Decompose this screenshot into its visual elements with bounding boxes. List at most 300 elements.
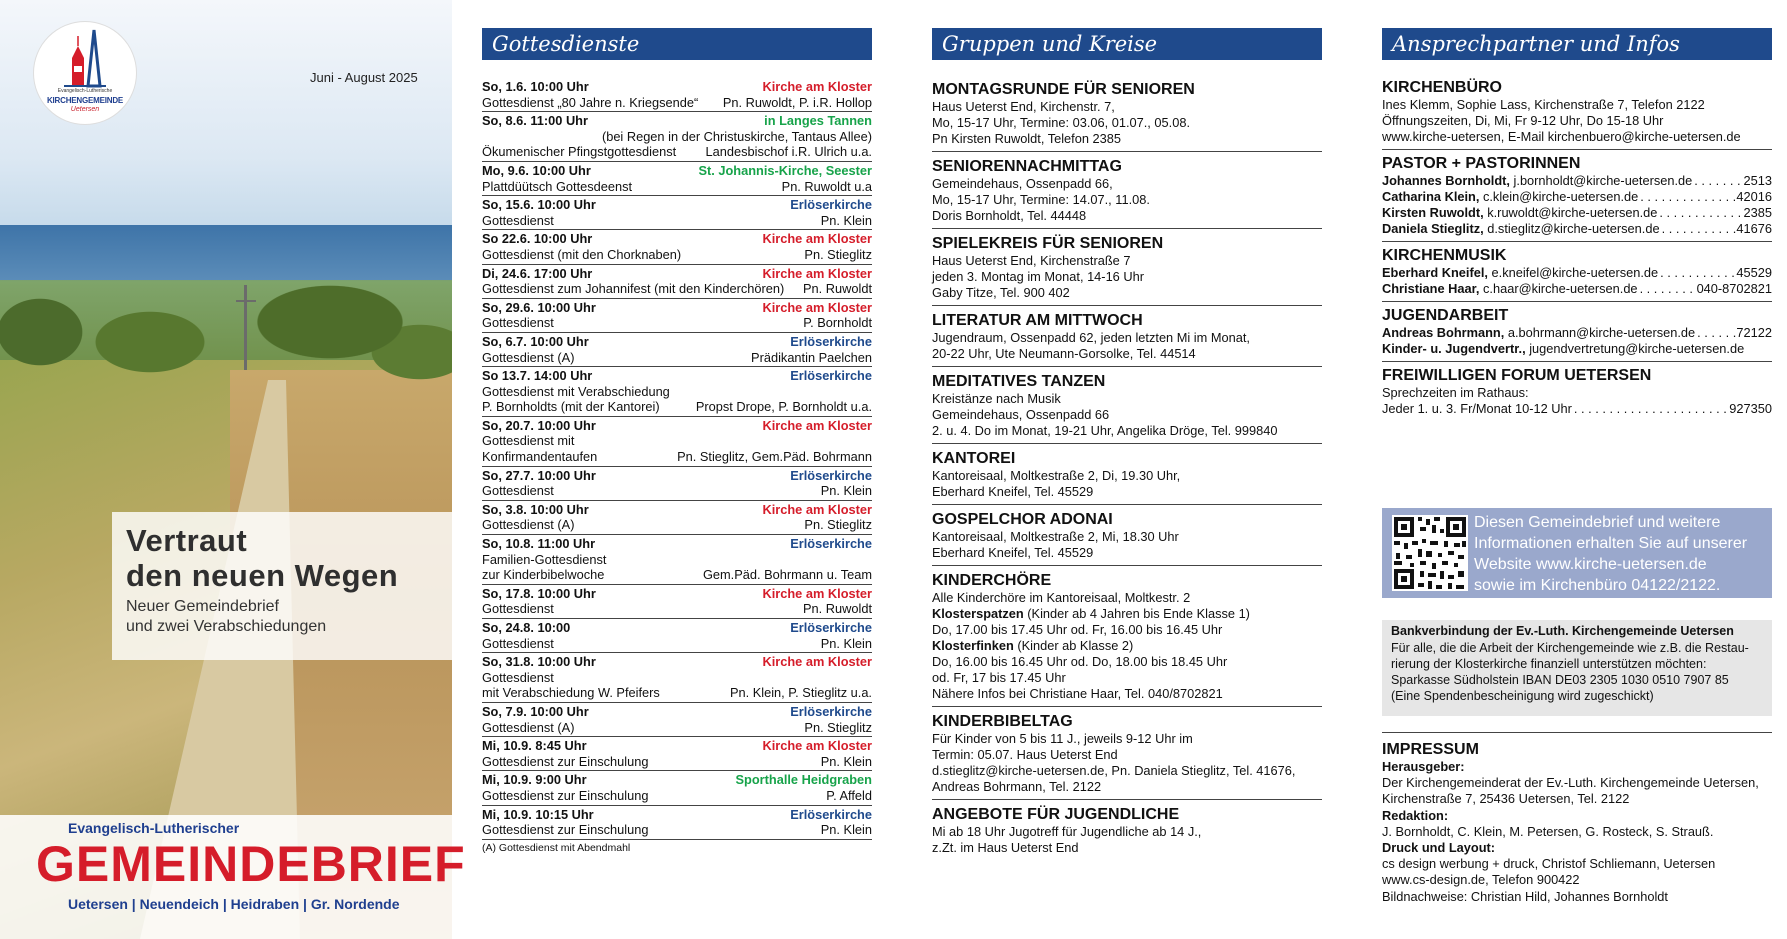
contact-email: c.haar@kirche-uetersen.de bbox=[1479, 281, 1638, 296]
service-date: So 13.7. 14:00 Uhr bbox=[482, 368, 593, 384]
service-date: Mo, 9.6. 10:00 Uhr bbox=[482, 162, 591, 178]
contact-email: e.kneifel@kirche-uetersen.de bbox=[1487, 265, 1659, 280]
group-entry bbox=[932, 309, 1322, 367]
service-pastor: Pn. Klein bbox=[820, 483, 872, 499]
service-date: So, 1.6. 10:00 Uhr bbox=[482, 79, 589, 94]
service-pastor: Pn. Stieglitz bbox=[804, 719, 872, 735]
cover-subtitle-line1: Neuer Gemeindebrief bbox=[126, 598, 279, 615]
pastoren-title: PASTOR + PASTORINNEN bbox=[1382, 155, 1581, 172]
service-header-row bbox=[482, 197, 872, 213]
service-description: Gottesdienst bbox=[482, 601, 554, 617]
contact-person bbox=[1382, 325, 1695, 341]
contact-email: a.bohrmann@kirche-uetersen.de bbox=[1504, 325, 1696, 340]
contact-name: Christiane Haar, bbox=[1382, 281, 1480, 296]
service-location: Kirche am Kloster bbox=[762, 79, 872, 94]
contact-name: Kirsten Ruwoldt, bbox=[1382, 205, 1484, 220]
service-detail-row bbox=[482, 315, 872, 331]
impressum-line: cs design werbung + druck, Christof Schliemann, Uetersen bbox=[1382, 856, 1716, 872]
website-info-line: sowie im Kirchenbüro 04122/2122. bbox=[1474, 577, 1721, 594]
service-description: Gottesdienst bbox=[482, 635, 554, 651]
contact-phone: 2513 bbox=[1743, 173, 1772, 188]
service-entry bbox=[482, 771, 872, 805]
service-header-row bbox=[482, 418, 872, 434]
services-footnote: (A) Gottesdienst mit Abendmahl bbox=[482, 841, 631, 854]
contact-name: Daniela Stieglitz, bbox=[1382, 221, 1484, 236]
forum-line: Sprechzeiten im Rathaus: bbox=[1382, 385, 1529, 400]
service-detail-row bbox=[482, 685, 872, 701]
service-header-row bbox=[482, 79, 872, 95]
service-location: St. Johannis-Kirche, Seester bbox=[698, 162, 872, 178]
service-header-row bbox=[482, 300, 872, 316]
service-pastor: Pn. Stieglitz bbox=[804, 246, 872, 262]
service-entry bbox=[482, 585, 872, 619]
contact-row bbox=[1382, 265, 1772, 281]
services-list bbox=[482, 78, 872, 840]
service-date: So 22.6. 10:00 Uhr bbox=[482, 231, 593, 247]
service-location: Kirche am Kloster bbox=[762, 654, 872, 670]
contact-phone: 2385 bbox=[1743, 205, 1772, 220]
group-title: SPIELEKREIS FÜR SENIOREN bbox=[932, 235, 1164, 252]
dot-leader bbox=[1695, 325, 1736, 341]
cover-pole-crossbar bbox=[236, 300, 256, 302]
service-date: So, 20.7. 10:00 Uhr bbox=[482, 417, 596, 433]
service-location: in Langes Tannen bbox=[764, 113, 872, 129]
service-entry bbox=[482, 737, 872, 771]
group-line: Kreistänze nach Musik bbox=[932, 391, 1061, 406]
contact-email: j.bornholdt@kirche-uetersen.de bbox=[1509, 173, 1693, 188]
service-description: mit Verabschiedung W. Pfeifers bbox=[482, 685, 660, 701]
kirchenbuero-line: Ines Klemm, Sophie Lass, Kirchenstraße 7, Telefon 2122 bbox=[1382, 97, 1705, 112]
group-line: 2. u. 4. Do im Monat, 19-21 Uhr, Angelika Dröge, Tel. 999840 bbox=[932, 423, 1278, 438]
service-pastor: P. Bornholdt bbox=[803, 315, 872, 331]
contact-row bbox=[1382, 173, 1772, 189]
contact-row bbox=[1382, 189, 1772, 205]
group-line: Kantoreisaal, Moltkestraße 2, Mi, 18.30 Uhr bbox=[932, 529, 1179, 544]
website-info-line: Informationen erhalten Sie auf unserer bbox=[1474, 535, 1748, 552]
service-date: So, 31.8. 10:00 Uhr bbox=[482, 654, 596, 670]
service-date: So, 10.8. 11:00 Uhr bbox=[482, 536, 596, 552]
cover-title-line1: Vertraut bbox=[126, 523, 248, 558]
impressum-block bbox=[1382, 740, 1772, 905]
contact-person bbox=[1382, 265, 1658, 281]
group-detail: Nähere Infos bei Christiane Haar, Tel. 040/8702821 bbox=[932, 686, 1223, 701]
group-detail: Do, 17.00 bis 17.45 Uhr od. Fr, 16.00 bis 16.45 Uhr bbox=[932, 622, 1223, 637]
kirchenbuero-title: KIRCHENBÜRO bbox=[1382, 79, 1502, 96]
service-header-row bbox=[482, 113, 872, 129]
service-detail-row bbox=[482, 384, 872, 400]
service-detail-row bbox=[482, 636, 872, 652]
contacts-list bbox=[1382, 78, 1772, 421]
group-title: LITERATUR AM MITTWOCH bbox=[932, 312, 1143, 329]
cover-title-line2: den neuen Wegen bbox=[126, 558, 399, 593]
group-title: ANGEBOTE FÜR JUGENDLICHE bbox=[932, 806, 1180, 823]
contact-name: Catharina Klein, bbox=[1382, 189, 1480, 204]
service-entry bbox=[482, 333, 872, 367]
forum-hours: Jeder 1. u. 3. Fr/Monat 10-12 Uhr bbox=[1382, 401, 1572, 416]
service-description: Gottesdienst zur Einschulung bbox=[482, 753, 649, 769]
service-pastor: P. Affeld bbox=[826, 787, 872, 803]
service-pastor: Pn. Klein bbox=[820, 212, 872, 228]
service-pastor: Gem.Päd. Bohrmann u. Team bbox=[702, 567, 872, 583]
group-title: KINDERBIBELTAG bbox=[932, 713, 1073, 730]
contact-person bbox=[1382, 189, 1638, 205]
service-pastor: Landesbischof i.R. Ulrich u.a. bbox=[705, 144, 872, 160]
service-description: Gottesdienst bbox=[482, 315, 554, 331]
contact-email: c.klein@kirche-uetersen.de bbox=[1479, 189, 1639, 204]
group-line: Mo, 15-17 Uhr, Termine: 14.07., 11.08. bbox=[932, 192, 1150, 207]
group-line bbox=[932, 638, 1322, 654]
service-entry bbox=[482, 417, 872, 467]
group-line: z.Zt. im Haus Ueterst End bbox=[932, 840, 1079, 855]
service-pastor: Pn. Stieglitz, Gem.Päd. Bohrmann bbox=[677, 449, 872, 465]
group-entry bbox=[932, 508, 1322, 566]
service-date: So, 3.8. 10:00 Uhr bbox=[482, 501, 589, 517]
group-line: Mi ab 18 Uhr Jugotreff für Jugendliche ab 14 J., bbox=[932, 824, 1202, 839]
service-pastor: Pn. Klein bbox=[820, 753, 872, 769]
group-entry bbox=[932, 155, 1322, 229]
impressum-lines bbox=[1382, 759, 1772, 905]
logo-text-small: Evangelisch-Lutherische bbox=[57, 88, 113, 94]
group-entry bbox=[932, 447, 1322, 505]
group-entry bbox=[932, 710, 1322, 800]
forum-title: FREIWILLIGEN FORUM UETERSEN bbox=[1382, 367, 1652, 384]
group-title: MONTAGSRUNDE FÜR SENIOREN bbox=[932, 81, 1195, 98]
bank-line: Sparkasse Südholstein IBAN DE03 2305 1030 0510 7907 85 bbox=[1391, 673, 1729, 687]
group-line: Für Kinder von 5 bis 11 J., jeweils 9-12 Uhr im bbox=[932, 731, 1193, 746]
service-location: Erlöserkirche bbox=[790, 197, 872, 213]
service-description: zur Kinderbibelwoche bbox=[482, 567, 605, 583]
service-description: Gottesdienst mit Verabschiedung bbox=[482, 383, 670, 399]
service-description: Gottesdienst zur Einschulung bbox=[482, 822, 649, 838]
service-description: Gottesdienst (A) bbox=[482, 349, 575, 365]
service-detail-row bbox=[482, 754, 872, 770]
service-description: Gottesdienst zum Johannifest (mit den Kinderchören) bbox=[482, 281, 785, 297]
bank-line: (Eine Spendenbescheinigung wird zugeschickt) bbox=[1391, 689, 1654, 703]
group-entry bbox=[932, 569, 1322, 707]
bank-title: Bankverbindung der Ev.-Luth. Kirchengemeinde Uetersen bbox=[1391, 624, 1734, 638]
service-location: Erlöserkirche bbox=[790, 620, 872, 635]
group-line: Termin: 05.07. Haus Ueterst End bbox=[932, 747, 1118, 762]
contacts-column bbox=[1382, 28, 1772, 425]
service-pastor: Pn. Ruwoldt, P. i.R. Hollop bbox=[722, 94, 872, 110]
group-entry bbox=[932, 370, 1322, 444]
group-line: Andreas Bohrmann, Tel. 2122 bbox=[932, 779, 1102, 794]
service-detail-row bbox=[482, 129, 872, 145]
group-subtitle: Klosterfinken bbox=[932, 638, 1014, 653]
service-date: So, 7.9. 10:00 Uhr bbox=[482, 703, 589, 719]
service-entry bbox=[482, 806, 872, 840]
service-pastor: Pn. Ruwoldt u.a bbox=[781, 178, 872, 194]
group-line: Jugendraum, Ossenpadd 62, jeden letzten Mi im Monat, bbox=[932, 330, 1250, 345]
group-title: GOSPELCHOR ADONAI bbox=[932, 511, 1113, 528]
group-line bbox=[932, 686, 1322, 702]
service-header-row bbox=[482, 807, 872, 823]
service-description: Plattdüütsch Gottesdeenst bbox=[482, 178, 633, 194]
service-detail-row bbox=[482, 517, 872, 533]
impressum-line: Der Kirchengemeinderat der Ev.-Luth. Kirchengemeinde Uetersen, bbox=[1382, 775, 1759, 791]
service-description: Gottesdienst bbox=[482, 669, 554, 685]
impressum-line: J. Bornholdt, C. Klein, M. Petersen, G. Rosteck, S. Strauß. bbox=[1382, 823, 1714, 839]
service-pastor: Pn. Klein bbox=[820, 635, 872, 651]
group-title: SENIORENNACHMITTAG bbox=[932, 158, 1122, 175]
group-line bbox=[932, 606, 1322, 622]
service-pastor: Pn. Klein bbox=[820, 822, 872, 838]
service-header-row bbox=[482, 266, 872, 282]
contact-phone: 45529 bbox=[1736, 265, 1772, 280]
logo-text-place: Uetersen bbox=[70, 106, 100, 113]
cover-brand-places: Uetersen | Neuendeich | Heidraben | Gr. Nordende bbox=[68, 896, 400, 912]
cover-trees bbox=[0, 262, 452, 392]
service-pastor: Propst Drope, P. Bornholdt u.a. bbox=[695, 399, 872, 415]
contact-person bbox=[1382, 173, 1692, 189]
group-subtitle: Klosterspatzen bbox=[932, 606, 1024, 621]
service-entry bbox=[482, 653, 872, 703]
impressum-line: Kirchenstraße 7, 25436 Uetersen, Tel. 2122 bbox=[1382, 791, 1630, 807]
service-pastor: (bei Regen in der Christuskirche, Tantaus Allee) bbox=[601, 128, 872, 144]
service-location: Kirche am Kloster bbox=[762, 501, 872, 517]
service-header-row bbox=[482, 334, 872, 350]
group-entry bbox=[932, 78, 1322, 152]
dot-leader bbox=[1658, 265, 1736, 281]
group-detail: od. Fr, 17 bis 17.45 Uhr bbox=[932, 670, 1066, 685]
qr-code-graphic bbox=[1392, 515, 1468, 591]
service-description: Familien-Gottesdienst bbox=[482, 551, 607, 567]
service-entry bbox=[482, 535, 872, 585]
service-detail-row bbox=[482, 247, 872, 263]
contact-name: Johannes Bornholdt, bbox=[1382, 173, 1510, 188]
group-line: Mo, 15-17 Uhr, Termine: 03.06, 01.07., 05.08. bbox=[932, 115, 1190, 130]
service-pastor: Pn. Ruwoldt bbox=[803, 281, 872, 297]
service-location: Erlöserkirche bbox=[790, 467, 872, 483]
contact-phone: 41676 bbox=[1736, 221, 1772, 236]
service-description: Gottesdienst (mit den Chorknaben) bbox=[482, 246, 682, 262]
contact-name: Eberhard Kneifel, bbox=[1382, 265, 1488, 280]
service-location: Kirche am Kloster bbox=[762, 417, 872, 433]
service-detail-row bbox=[482, 601, 872, 617]
service-location: Erlöserkirche bbox=[790, 368, 872, 384]
service-detail-row bbox=[482, 144, 872, 160]
jugendvertretung-line bbox=[1382, 341, 1772, 357]
group-line: Haus Ueterst End, Kirchenstr. 7, bbox=[932, 99, 1115, 114]
service-entry bbox=[482, 703, 872, 737]
service-location: Kirche am Kloster bbox=[762, 231, 872, 247]
service-description: Gottesdienst mit bbox=[482, 433, 575, 449]
jugendvertretung-name: Kinder- u. Jugendvertr., bbox=[1382, 341, 1526, 356]
service-description: Gottesdienst (A) bbox=[482, 517, 575, 533]
cover-brand-title: GEMEINDEBRIEF bbox=[36, 836, 466, 892]
church-logo bbox=[34, 22, 136, 124]
kirchenbuero-block bbox=[1382, 78, 1772, 150]
service-detail-row bbox=[482, 179, 872, 195]
service-description: Gottesdienst bbox=[482, 483, 554, 499]
kirchenmusik-title: KIRCHENMUSIK bbox=[1382, 247, 1507, 264]
impressum-divider bbox=[1382, 732, 1772, 733]
service-header-row bbox=[482, 231, 872, 247]
jugendarbeit-rows bbox=[1382, 325, 1772, 341]
group-title: KANTOREI bbox=[932, 450, 1016, 467]
service-pastor: Prädikantin Paelchen bbox=[751, 349, 872, 365]
contact-email: d.stieglitz@kirche-uetersen.de bbox=[1483, 221, 1660, 236]
contact-phone: 72122 bbox=[1736, 325, 1772, 340]
service-location: Erlöserkirche bbox=[790, 333, 872, 349]
group-line: 20-22 Uhr, Ute Neumann-Gorsolke, Tel. 44514 bbox=[932, 346, 1196, 361]
impressum-title: IMPRESSUM bbox=[1382, 741, 1479, 758]
service-header-row bbox=[482, 620, 872, 636]
pastoren-block bbox=[1382, 154, 1772, 242]
jugendarbeit-title: JUGENDARBEIT bbox=[1382, 307, 1509, 324]
forum-block bbox=[1382, 366, 1772, 421]
group-line: Eberhard Kneifel, Tel. 45529 bbox=[932, 545, 1094, 560]
service-description: P. Bornholdts (mit der Kantorei) bbox=[482, 399, 660, 415]
dot-leader bbox=[1638, 281, 1697, 297]
groups-list bbox=[932, 78, 1322, 860]
forum-phone: 927350 bbox=[1729, 401, 1772, 416]
service-date: So, 27.7. 10:00 Uhr bbox=[482, 467, 596, 483]
group-line: Kantoreisaal, Moltkestraße 2, Di, 19.30 Uhr, bbox=[932, 468, 1181, 483]
group-detail: Do, 16.00 bis 16.45 Uhr od. Do, 18.00 bis 18.45 Uhr bbox=[932, 654, 1228, 669]
service-date: Mi, 10.9. 9:00 Uhr bbox=[482, 772, 587, 788]
service-detail-row bbox=[482, 483, 872, 499]
service-detail-row bbox=[482, 350, 872, 366]
service-entry bbox=[482, 230, 872, 264]
qr-code-icon[interactable] bbox=[1392, 515, 1468, 591]
group-line bbox=[932, 670, 1322, 686]
service-description: Gottesdienst zur Einschulung bbox=[482, 787, 649, 803]
service-detail-row bbox=[482, 399, 872, 415]
service-detail-row bbox=[482, 670, 872, 686]
service-detail-row bbox=[482, 433, 872, 449]
kirchenbuero-line: www.kirche-uetersen, E-Mail kirchenbuero@kirche-uetersen.de bbox=[1382, 129, 1741, 144]
service-location: Erlöserkirche bbox=[790, 536, 872, 552]
group-title: KINDERCHÖRE bbox=[932, 572, 1052, 589]
group-line: Eberhard Kneifel, Tel. 45529 bbox=[932, 484, 1094, 499]
group-line bbox=[932, 654, 1322, 670]
service-entry bbox=[482, 162, 872, 196]
service-date: So, 17.8. 10:00 Uhr bbox=[482, 585, 596, 601]
contact-name: Andreas Bohrmann, bbox=[1382, 325, 1505, 340]
service-entry bbox=[482, 265, 872, 299]
dot-leader bbox=[1660, 221, 1737, 237]
website-info-text bbox=[1474, 512, 1764, 596]
group-line: Haus Ueterst End, Kirchenstraße 7 bbox=[932, 253, 1131, 268]
dot-leader bbox=[1657, 205, 1743, 221]
cover-panel bbox=[0, 0, 452, 939]
group-line: Pn Kirsten Ruwoldt, Telefon 2385 bbox=[932, 131, 1121, 146]
group-line: Gemeindehaus, Ossenpadd 66 bbox=[932, 407, 1110, 422]
group-line: Gemeindehaus, Ossenpadd 66, bbox=[932, 176, 1113, 191]
cover-pole bbox=[244, 285, 247, 370]
service-date: So, 24.8. 10:00 bbox=[482, 620, 571, 635]
service-detail-row bbox=[482, 720, 872, 736]
service-header-row bbox=[482, 368, 872, 384]
impressum-line: Redaktion: bbox=[1382, 807, 1449, 823]
group-line: jeden 3. Montag im Monat, 14-16 Uhr bbox=[932, 269, 1144, 284]
forum-hours-row bbox=[1382, 401, 1772, 417]
service-date: Di, 24.6. 17:00 Uhr bbox=[482, 265, 593, 281]
contact-row bbox=[1382, 325, 1772, 341]
service-header-row bbox=[482, 772, 872, 788]
group-detail: (Kinder ab Klasse 2) bbox=[1013, 638, 1134, 653]
service-location: Sporthalle Heidgraben bbox=[735, 772, 872, 788]
impressum-line: Bildnachweise: Christian Hild, Johannes Bornholdt bbox=[1382, 888, 1668, 904]
service-header-row bbox=[482, 502, 872, 518]
bank-line: rierung der Klosterkirche finanziell unterstützen möchten: bbox=[1391, 657, 1707, 671]
service-location: Kirche am Kloster bbox=[762, 299, 872, 315]
groups-column bbox=[932, 28, 1322, 863]
cover-subtitle-line2: und zwei Verabschiedungen bbox=[126, 618, 327, 635]
contact-person bbox=[1382, 221, 1660, 237]
service-header-row bbox=[482, 586, 872, 602]
services-heading: Gottesdienste bbox=[482, 28, 872, 60]
service-entry bbox=[482, 501, 872, 535]
contact-phone: 040-8702821 bbox=[1696, 281, 1772, 296]
service-entry bbox=[482, 619, 872, 653]
service-detail-row bbox=[482, 213, 872, 229]
service-entry bbox=[482, 299, 872, 333]
impressum-line: www.cs-design.de, Telefon 900422 bbox=[1382, 872, 1580, 888]
service-entry bbox=[482, 367, 872, 417]
service-detail-row bbox=[482, 567, 872, 583]
bank-line: Für alle, die die Arbeit der Kirchengemeinde wie z.B. die Restau- bbox=[1391, 641, 1749, 655]
service-description: Ökumenischer Pfingstgottesdienst bbox=[482, 144, 677, 160]
group-title: MEDITATIVES TANZEN bbox=[932, 373, 1106, 390]
service-location: Kirche am Kloster bbox=[762, 265, 872, 281]
services-column bbox=[482, 28, 872, 854]
dot-leader bbox=[1692, 173, 1743, 189]
service-detail-row bbox=[482, 552, 872, 568]
service-date: So, 8.6. 11:00 Uhr bbox=[482, 113, 588, 129]
service-location: Kirche am Kloster bbox=[762, 738, 872, 754]
group-line: Doris Bornholdt, Tel. 44448 bbox=[932, 208, 1087, 223]
service-pastor: Pn. Ruwoldt bbox=[803, 601, 872, 617]
pastoren-rows bbox=[1382, 173, 1772, 237]
kirchenmusik-block bbox=[1382, 246, 1772, 302]
service-location: Erlöserkirche bbox=[790, 703, 872, 719]
service-pastor: Pn. Klein, P. Stieglitz u.a. bbox=[729, 685, 872, 701]
contact-row bbox=[1382, 205, 1772, 221]
dot-leader bbox=[1572, 401, 1729, 417]
group-entry bbox=[932, 232, 1322, 306]
service-detail-row bbox=[482, 95, 872, 111]
contact-email: k.ruwoldt@kirche-uetersen.de bbox=[1483, 205, 1658, 220]
cover-date: Juni - August 2025 bbox=[310, 70, 418, 85]
groups-heading: Gruppen und Kreise bbox=[932, 28, 1322, 60]
website-info-line: Diesen Gemeindebrief und weitere bbox=[1474, 514, 1721, 531]
jugendarbeit-block bbox=[1382, 306, 1772, 362]
service-detail-row bbox=[482, 449, 872, 465]
service-date: Mi, 10.9. 10:15 Uhr bbox=[482, 806, 594, 822]
kirchenmusik-rows bbox=[1382, 265, 1772, 297]
contact-row bbox=[1382, 221, 1772, 237]
contacts-heading: Ansprechpartner und Infos bbox=[1382, 28, 1772, 60]
service-pastor: Pn. Stieglitz bbox=[804, 517, 872, 533]
logo-text-main: KIRCHENGEMEINDE bbox=[46, 96, 124, 105]
service-entry bbox=[482, 112, 872, 162]
service-date: So, 15.6. 10:00 Uhr bbox=[482, 197, 596, 213]
service-detail-row bbox=[482, 281, 872, 297]
group-line: Gaby Titze, Tel. 900 402 bbox=[932, 285, 1070, 300]
impressum-line: Herausgeber: bbox=[1382, 759, 1465, 774]
service-header-row bbox=[482, 654, 872, 670]
service-location: Erlöserkirche bbox=[790, 806, 872, 822]
service-header-row bbox=[482, 738, 872, 754]
jugendvertretung-mail: jugendvertretung@kirche-uetersen.de bbox=[1525, 341, 1745, 356]
service-header-row bbox=[482, 468, 872, 484]
impressum-line: Druck und Layout: bbox=[1382, 840, 1496, 856]
service-description: Gottesdienst „80 Jahre n. Kriegsende“ bbox=[482, 94, 699, 110]
contact-row bbox=[1382, 281, 1772, 297]
service-date: So, 29.6. 10:00 Uhr bbox=[482, 299, 596, 315]
